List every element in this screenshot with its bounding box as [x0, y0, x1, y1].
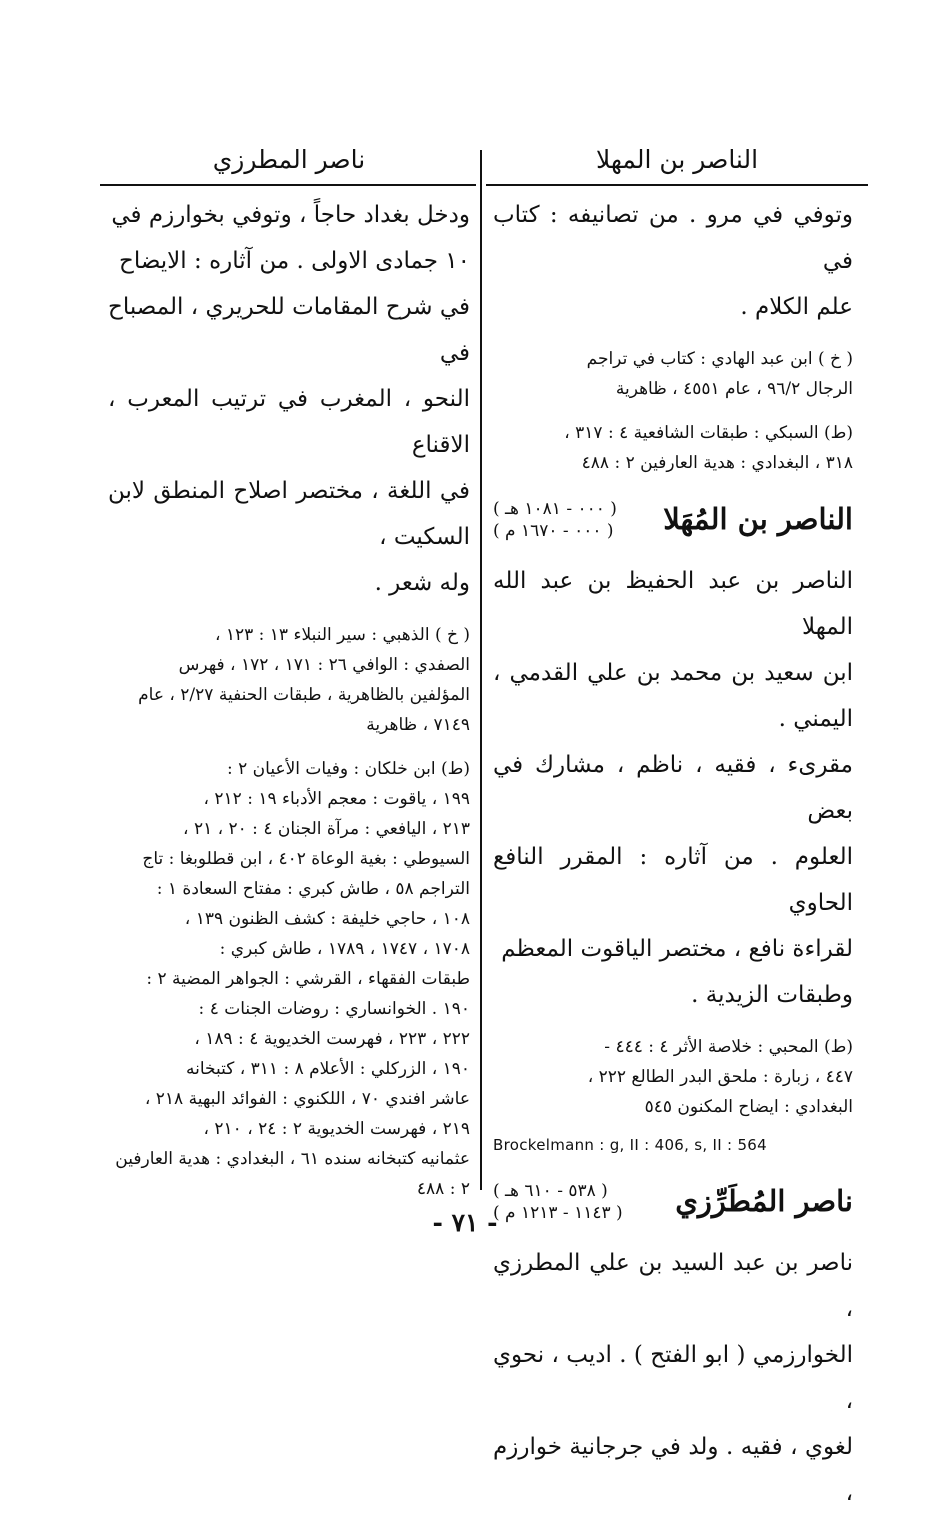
reference-line: ٢٢٢ ، ٢٢٣ ، فهرست الخديوية ٤ : ١٨٩ ، [194, 1029, 470, 1049]
right-column [493, 192, 853, 1516]
reference-line: ٢١٩ ، فهرست الخديوية ٢ : ٢٤ ، ٢١٠ ، [203, 1119, 470, 1139]
reference-line: المؤلفين بالظاهرية ، طبقات الحنفية ٢/٢٧ ، عام [138, 685, 470, 705]
reference-line: ٢١٣ ، اليافعي : مرآة الجنان ٤ : ٢٠ ، ٢١ ، [183, 819, 470, 839]
body-line: علم الكلام . [740, 294, 853, 320]
reference-line: الصفدي : الوافي ٢٦ : ١٧١ ، ١٧٢ ، فهرس [178, 655, 470, 675]
header-rule-left [100, 184, 476, 186]
reference-line: ١٩٠ ، الزركلي : الأعلام ٨ : ٣١١ ، كتبخانه [185, 1059, 470, 1079]
body-line: ١٠ جمادى الاولى . من آثاره : الايضاح [118, 248, 470, 274]
entry-heading [493, 496, 853, 558]
body-line: وطبقات الزيدية . [691, 982, 853, 1008]
reference-line: السيوطي : بغية الوعاة ٤٠٢ ، ابن قطلوبغا : تاج [142, 849, 470, 869]
hijri-dates: ( ٥٣٨ - ٦١٠ هـ ) [493, 1181, 608, 1201]
running-header-left: ناصر المطرزي [212, 145, 366, 174]
reference-line: ( خ ) ابن عبد الهادي : كتاب في تراجم [586, 349, 853, 369]
header-rule-right [486, 184, 868, 186]
reference-line: ١٩٠ . الخوانساري : روضات الجنات ٤ : [198, 999, 470, 1019]
body-line: ابن سعيد بن محمد بن علي القدمي ، اليمني . [493, 660, 853, 732]
reference-line: ( خ ) الذهبي : سير النبلاء ١٣ : ١٢٣ ، [214, 625, 470, 645]
reference-line: ٢ : ٤٨٨ [416, 1179, 470, 1199]
body-line: وله شعر . [374, 570, 470, 596]
body-line: مقرىء ، فقيه ، ناظم ، مشارك في بعض [493, 752, 853, 824]
reference-line: ٤٤٧ ، زبارة : ملحق البدر الطالع ٢٢٢ ، [587, 1067, 853, 1087]
reference-line: ٣١٨ ، البغدادي : هدية العارفين ٢ : ٤٨٨ [581, 453, 853, 473]
body-line: الخوارزمي ( ابو الفتح ) . اديب ، نحوي ، [493, 1342, 853, 1414]
latin-reference: Brockelmann : g, II : 406, s, II : 564 [493, 1136, 767, 1154]
body-line: لغوي ، فقيه . ولد في جرجانية خوارزم ، [493, 1434, 853, 1506]
body-line: الناصر بن عبد الحفيظ بن عبد الله المهلا [493, 568, 853, 640]
entry-heading [493, 1178, 853, 1240]
reference-line: طبقات الفقهاء ، القرشي : الجواهر المضية ٢ : [146, 969, 470, 989]
reference-line: ٧١٤٩ ، ظاهرية [366, 715, 470, 735]
running-header-right: الناصر بن المهلا [595, 145, 759, 174]
body-line: لقراءة نافع ، مختصر الياقوت المعظم [501, 936, 853, 962]
reference-line: (ط) المحبي : خلاصة الأثر ٤ : ٤٤٤ - [604, 1037, 853, 1057]
reference-line: عثمانيه كتبخانه سنده ٦١ ، البغدادي : هدية العارفين [115, 1149, 470, 1169]
reference-line: الرجال ٩٦/٢ ، عام ٤٥٥١ ، ظاهرية [615, 379, 853, 399]
reference-line: عاشر افندي ٧٠ ، اللكنوي : الفوائد البهية ٢١٨ ، [144, 1089, 470, 1109]
page-number: - ٧١ - [432, 1208, 498, 1237]
gregorian-dates: ( ١١٤٣ - ١٢١٣ م ) [493, 1203, 623, 1223]
entry-dates [493, 498, 617, 542]
hijri-dates: ( ٠٠٠ - ١٠٨١ هـ ) [493, 499, 617, 519]
reference-line: ١٩٩ ، ياقوت : معجم الأدباء ١٩ : ٢١٢ ، [203, 789, 470, 809]
column-divider [480, 150, 482, 1190]
reference-line: ١٧٠٨ ، ١٧٤٧ ، ١٧٨٩ ، طاش كبري : [219, 939, 470, 959]
reference-line: التراجم ٥٨ ، طاش كبري : مفتاح السعادة ١ : [156, 879, 470, 899]
body-line: في اللغة ، مختصر اصلاح المنطق لابن السكيت ، [108, 478, 470, 550]
body-line: في شرح المقامات للحريري ، المصباح في [108, 294, 470, 366]
gregorian-dates: ( ٠٠٠ - ١٦٧٠ م ) [493, 521, 614, 541]
body-line: النحو ، المغرب في ترتيب المعرب ، الاقناع [108, 386, 470, 458]
reference-line: البغدادي : ايضاح المكنون ٥٤٥ [644, 1097, 853, 1117]
reference-line: ١٠٨ ، حاجي خليفة : كشف الظنون ١٣٩ ، [184, 909, 470, 929]
left-column [108, 192, 470, 1204]
body-line: العلوم . من آثاره : المقرر النافع الحاوي [493, 844, 853, 916]
reference-line: (ط) السبكي : طبقات الشافعية ٤ : ٣١٧ ، [564, 423, 853, 443]
body-line: ودخل بغداد حاجاً ، وتوفي بخوارزم في [111, 202, 470, 228]
entry-title: ناصر المُطَرِّزي [675, 1184, 853, 1218]
reference-line: (ط) ابن خلكان : وفيات الأعيان ٢ : [226, 759, 470, 779]
body-line: ناصر بن عبد السيد بن علي المطرزي ، [493, 1250, 853, 1322]
body-line: وتوفي في مرو . من تصانيفه : كتاب في [493, 202, 853, 274]
entry-title: الناصر بن المُهَلا [663, 502, 853, 536]
